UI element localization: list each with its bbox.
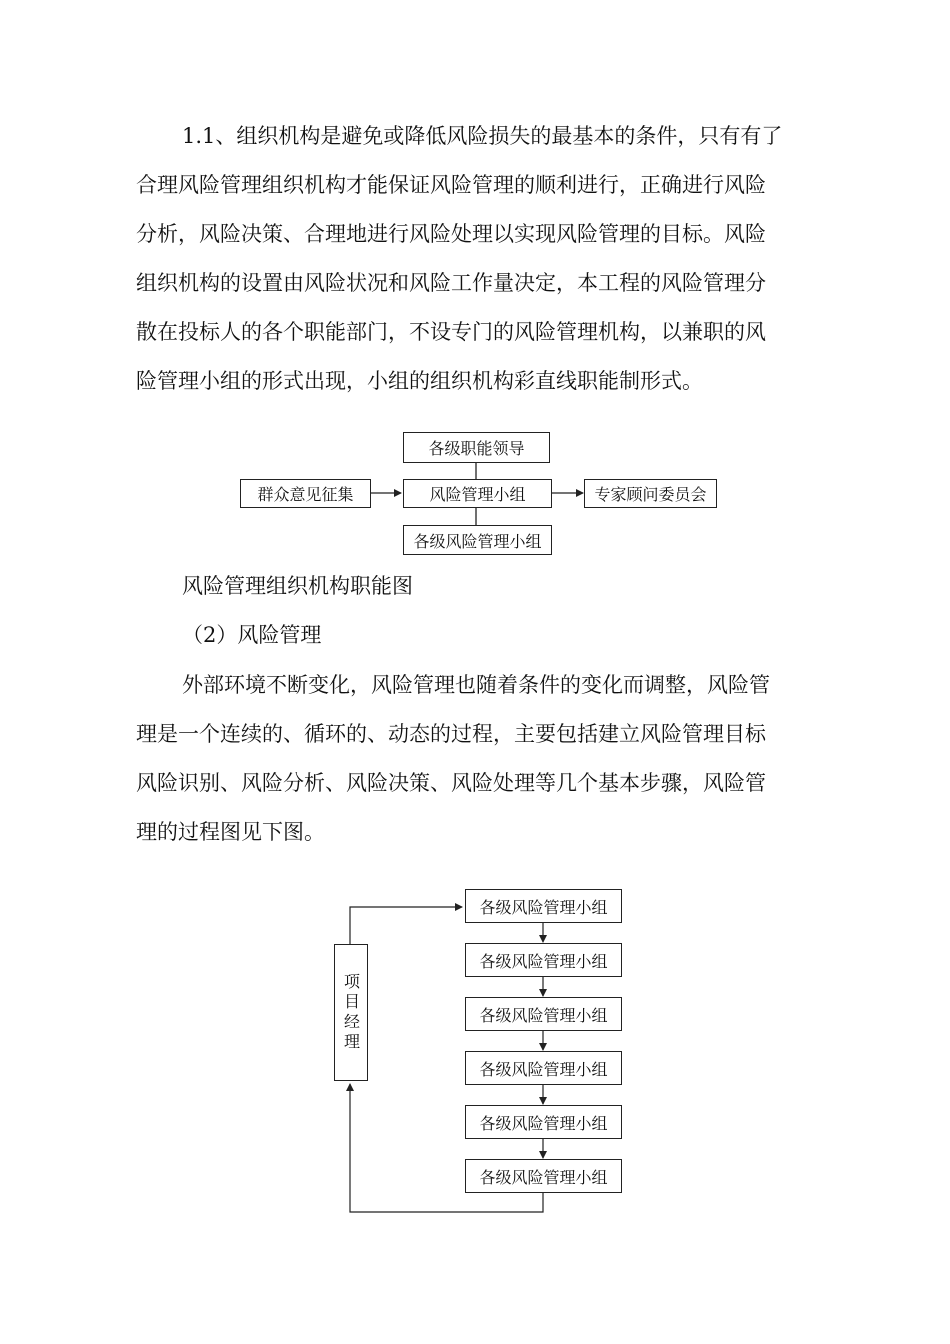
paragraph-line: 风险识别、风险分析、风险决策、风险处理等几个基本步骤，风险管 — [136, 771, 766, 795]
project-manager-label: 项目经理 — [341, 972, 361, 1053]
org-chart-caption: 风险管理组织机构职能图 — [182, 574, 413, 598]
org-box-sub-teams: 各级风险管理小组 — [403, 525, 552, 555]
process-step: 各级风险管理小组 — [465, 1105, 622, 1139]
project-manager-box — [334, 944, 368, 1081]
process-step: 各级风险管理小组 — [465, 943, 622, 977]
org-box-public-input: 群众意见征集 — [240, 479, 371, 508]
org-box-leadership: 各级职能领导 — [403, 432, 550, 463]
org-box-risk-team: 风险管理小组 — [403, 479, 552, 508]
paragraph-line: 散在投标人的各个职能部门，不设专门的风险管理机构，以兼职的风 — [136, 320, 766, 344]
paragraph-line: 组织机构的设置由风险状况和风险工作量决定，本工程的风险管理分 — [136, 271, 766, 295]
paragraph-line: 外部环境不断变化，风险管理也随着条件的变化而调整，风险管 — [182, 673, 770, 697]
paragraph-line: 理的过程图见下图。 — [136, 820, 325, 844]
org-box-expert-committee: 专家顾问委员会 — [584, 479, 717, 508]
process-step: 各级风险管理小组 — [465, 1159, 622, 1193]
paragraph-line: 合理风险管理组织机构才能保证风险管理的顺利进行，正确进行风险 — [136, 173, 766, 197]
section-heading: （2）风险管理 — [182, 623, 322, 647]
process-step: 各级风险管理小组 — [465, 889, 622, 923]
process-step: 各级风险管理小组 — [465, 1051, 622, 1085]
paragraph-line: 理是一个连续的、循环的、动态的过程，主要包括建立风险管理目标 — [136, 722, 766, 746]
paragraph-line: 分析，风险决策、合理地进行风险处理以实现风险管理的目标。风险 — [136, 222, 766, 246]
process-step: 各级风险管理小组 — [465, 997, 622, 1031]
paragraph-line: 险管理小组的形式出现，小组的组织机构彩直线职能制形式。 — [136, 369, 703, 393]
paragraph-line: 1.1、组织机构是避免或降低风险损失的最基本的条件，只有有了 — [182, 124, 783, 148]
